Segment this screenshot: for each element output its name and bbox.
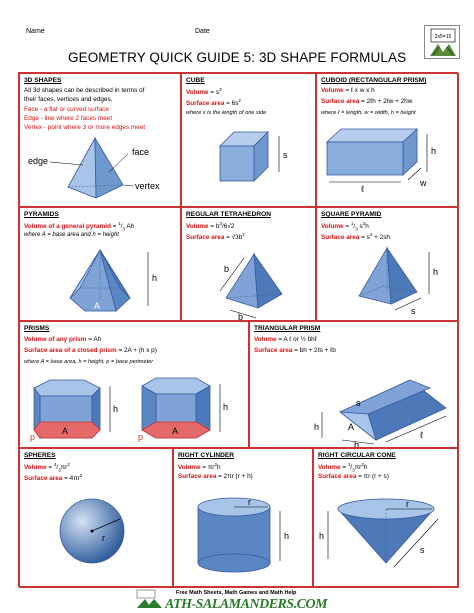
svg-text:w: w	[420, 178, 427, 188]
footer-logo	[135, 589, 165, 609]
square-pyramid-diagram	[317, 208, 459, 321]
cell-pyramids: PYRAMIDS Volume of a general pyramid = $^1/_3$ Ah where A = base area and h = height h A	[19, 207, 181, 321]
footer-tagline: Free Math Sheets, Math Games and Math Help	[176, 590, 297, 596]
svg-text:h: h	[223, 402, 229, 412]
cell-cone: RIGHT CIRCULAR CONE Volume = $^1/_3\pi r^2h$ Surface area = πr (r + s) r h s	[313, 448, 459, 588]
svg-text:r: r	[102, 533, 105, 543]
cuboid-diagram	[317, 74, 459, 207]
svg-text:s: s	[411, 306, 416, 316]
svg-text:h: h	[433, 267, 439, 277]
formula-grid	[18, 72, 458, 587]
salamander-icon	[135, 589, 165, 609]
svg-text:ℓ: ℓ	[361, 184, 364, 194]
tetrahedron-diagram	[182, 208, 316, 321]
svg-text:A: A	[62, 426, 69, 436]
cell-triangular-prism: TRIANGULAR PRISM Volume = A ℓ or ½ bhℓ Surface area = bh + 2ℓs + ℓb h s A b ℓ	[249, 321, 459, 448]
cell-title: RIGHT CIRCULAR CONE	[318, 452, 396, 459]
svg-text:h: h	[431, 146, 437, 156]
page-title: GEOMETRY QUICK GUIDE 5: 3D SHAPE FORMULAS	[68, 50, 407, 65]
date-label: Date	[195, 28, 210, 35]
svg-text:b: b	[238, 312, 244, 322]
svg-text:s: s	[356, 398, 361, 408]
cell-cube: CUBE Volume = $s^3$ Surface area = $6s^2$ where s is the length of one side s	[181, 73, 316, 207]
logo	[424, 25, 460, 59]
cell-square-pyramid: SQUARE PYRAMID Volume = $^1/_3$ $s^2h$ Surface area = $s^2 + 2sh$ h s	[316, 207, 459, 321]
svg-text:A: A	[348, 422, 355, 432]
svg-text:h: h	[152, 273, 158, 283]
cell-title: CUBE	[186, 77, 205, 84]
cell-prisms: PRISMS Volume of any prism = Ah Surface area of a closed prism = 2A + (h x p) where A = base area, h = height, p = base perimeter h A p h A p	[19, 321, 249, 448]
cell-tetrahedron: REGULAR TETRAHEDRON Volume = $b^3/6√2$ Surface area = $√3b^2$ b b	[181, 207, 316, 321]
svg-text:2x5=15: 2x5=15	[434, 34, 452, 40]
svg-text:vertex: vertex	[135, 181, 160, 191]
svg-text:b: b	[224, 264, 230, 274]
hexagonal-pyramid-diagram	[20, 208, 181, 321]
svg-text:ℓ: ℓ	[420, 430, 423, 440]
sphere-diagram	[20, 449, 173, 588]
cell-title: 3D SHAPES	[24, 77, 62, 84]
cell-title: CUBOID (RECTANGULAR PRISM)	[321, 77, 427, 84]
svg-text:r: r	[248, 497, 251, 507]
cell-title: PYRAMIDS	[24, 211, 59, 218]
cube-diagram	[182, 74, 316, 207]
cell-cylinder: RIGHT CYLINDER Volume = $\pi r^2h$ Surface area = 2πr (r + h) r h	[173, 448, 313, 588]
cell-title: RIGHT CYLINDER	[178, 452, 235, 459]
cell-title: REGULAR TETRAHEDRON	[186, 211, 271, 218]
svg-text:s: s	[283, 150, 288, 160]
svg-text:b: b	[354, 440, 360, 450]
cell-title: SPHERES	[24, 452, 56, 459]
salamander-logo-icon	[425, 26, 461, 60]
svg-text:p: p	[30, 432, 36, 442]
svg-text:edge: edge	[28, 156, 49, 166]
name-label: Name	[26, 28, 45, 35]
footer-brand: ATH-SALAMANDERS.COM	[165, 597, 328, 612]
cell-title: SQUARE PYRAMID	[321, 211, 382, 218]
cylinder-diagram	[174, 449, 313, 588]
svg-text:h: h	[284, 531, 290, 541]
svg-text:h: h	[314, 422, 320, 432]
prisms-diagram	[20, 322, 249, 448]
svg-text:face: face	[132, 147, 150, 157]
pyramid-diagram	[20, 74, 181, 207]
svg-text:r: r	[406, 499, 409, 509]
svg-text:A: A	[172, 426, 179, 436]
cell-title: TRIANGULAR PRISM	[254, 325, 321, 332]
svg-text:p: p	[138, 432, 144, 442]
cell-spheres: SPHERES Volume = $^4/_3\pi r^3$ Surface area = $4\pi r^2$ r	[19, 448, 173, 588]
cone-diagram	[314, 449, 459, 588]
svg-text:h: h	[113, 404, 119, 414]
cell-title: PRISMS	[24, 325, 50, 332]
cell-3d-shapes: 3D SHAPES All 3d shapes can be described in terms of their faces, vertices and edges. Face - a flat or curved surface Edge - line where 2 faces meet Vertex - point where 3 or more edges meet edge face vertex	[19, 73, 181, 207]
triangular-prism-diagram	[250, 322, 459, 448]
svg-text:h: h	[319, 531, 325, 541]
cell-cuboid: CUBOID (RECTANGULAR PRISM) Volume = ℓ x w x h Surface area = 2ℓh + 2ℓw + 2hw where ℓ = length, w = width, h = height h ℓ w	[316, 73, 459, 207]
svg-text:s: s	[420, 545, 425, 555]
svg-text:A: A	[94, 301, 101, 311]
